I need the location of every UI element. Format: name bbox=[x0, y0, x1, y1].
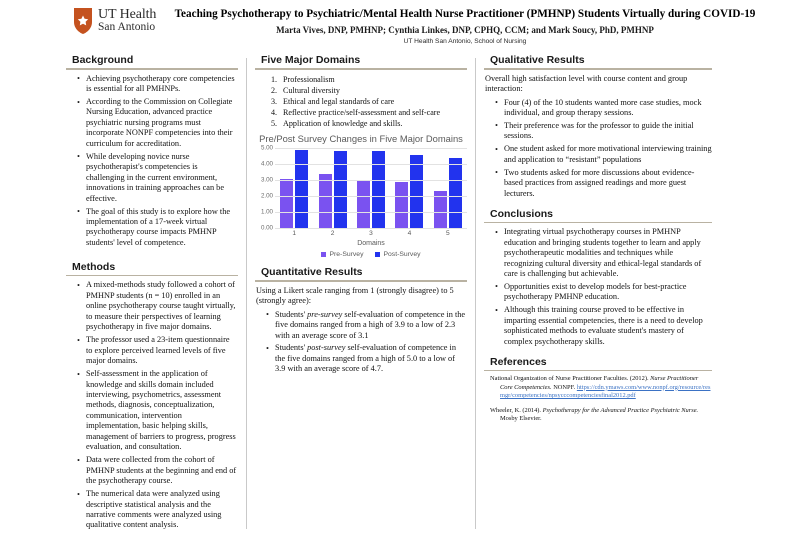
spacer bbox=[66, 251, 238, 261]
poster-affiliation: UT Health San Antonio, School of Nursing bbox=[403, 38, 527, 46]
list-item: Cultural diversity bbox=[283, 85, 340, 95]
chart-bar bbox=[372, 151, 385, 228]
text-b: self-evaluation of competence in the five domains ranged from a high of 5.0 to a low of 3.9 with an average score of 4.7. bbox=[275, 343, 456, 374]
chart-x-axis-title: Domains bbox=[357, 240, 385, 248]
background-heading: Background bbox=[72, 54, 134, 66]
background-list bbox=[66, 74, 238, 249]
quantitative-list bbox=[255, 310, 467, 375]
chart-bar-group bbox=[429, 148, 467, 228]
chart-x-tick-label: 1 bbox=[292, 230, 297, 238]
list-item: Professionalism bbox=[283, 74, 335, 84]
list-item: • Although this training course proved to be effective in imparting essential competencies, there is a need to develop sophisticated methods to evaluate student's mastery of complex psychotherapy skills. bbox=[497, 305, 712, 347]
chart-y-tick-label: 2.00 bbox=[260, 192, 273, 200]
chart-bar bbox=[295, 150, 308, 228]
chart-bar bbox=[449, 158, 462, 228]
poster-header bbox=[0, 0, 800, 52]
list-item: • The goal of this study is to explore how the implementation of a 17-week virtual psychotherapy course impacts PMHNP students' level of competence. bbox=[79, 207, 238, 249]
chart-bar bbox=[319, 174, 332, 228]
chart-legend bbox=[275, 251, 467, 258]
list-item: Reflective practice/self-assessment and self-care bbox=[283, 108, 441, 118]
chart-y-tick-label: 3.00 bbox=[260, 176, 273, 184]
chart-gridline bbox=[275, 228, 467, 229]
chart-bars-layer bbox=[275, 148, 467, 228]
chart-bar bbox=[410, 155, 423, 229]
list-item: • Their preference was for the professor to guide the initial sessions. bbox=[497, 121, 712, 142]
list-item bbox=[268, 343, 467, 374]
list-item: • According to the Commission on Collegiate Nursing Education, advanced practice psychiatric nursing programs must incorporate NONPF competencies into their curriculum for accreditation. bbox=[79, 97, 238, 149]
list-item: • Achieving psychotherapy core competencies is essential for all PMHNPs. bbox=[79, 74, 238, 95]
chart-bar bbox=[357, 180, 370, 228]
poster-columns bbox=[0, 52, 800, 533]
chart-x-tick-labels bbox=[275, 230, 467, 237]
chart-x-tick-label: 4 bbox=[407, 230, 412, 238]
reference-item bbox=[484, 407, 712, 424]
list-item bbox=[268, 310, 467, 341]
references-rule bbox=[484, 370, 712, 372]
title-block bbox=[160, 6, 790, 45]
domains-rule bbox=[255, 68, 467, 70]
chart-legend-swatch bbox=[375, 252, 380, 257]
background-rule bbox=[66, 68, 238, 70]
chart-bar-group bbox=[313, 148, 351, 228]
chart-bar-group bbox=[390, 148, 428, 228]
logo-line-2: San Antonio bbox=[98, 21, 156, 34]
chart-legend-item bbox=[375, 251, 420, 258]
chart-plot-area bbox=[275, 148, 467, 228]
column-middle bbox=[247, 54, 475, 533]
logo-wordmark bbox=[98, 8, 156, 34]
poster-title: Teaching Psychotherapy to Psychiatric/Mental Health Nurse Practitioner (PMHNP) Students Virtually during COVID-19 bbox=[174, 8, 756, 20]
list-item: • While developing novice nurse psychotherapist's competencies is challenging in the current environment, innovations in training approaches can be effective. bbox=[79, 152, 238, 204]
list-item: • Integrating virtual psychotherapy courses in PMHNP education and bringing students together to learn and apply psychotherapeutic modalities and techniques while recognizing cultural diversity and ethical-legal standards of care is challenging but achievable. bbox=[497, 227, 712, 279]
text-italic: post-survey bbox=[307, 343, 346, 353]
conclusions-heading: Conclusions bbox=[490, 207, 554, 220]
domains-list bbox=[255, 74, 467, 130]
chart-plot bbox=[255, 144, 467, 232]
chart-legend-label: Pre-Survey bbox=[329, 251, 364, 259]
reference-title: Nurse Practitioner Core Competencies. bbox=[500, 375, 699, 391]
chart-gridline bbox=[275, 212, 467, 213]
ut-health-logo bbox=[10, 6, 160, 36]
chart-bar-group bbox=[275, 148, 313, 228]
list-item: • A mixed-methods study followed a cohort of PMHNP students (n = 10) enrolled in an online psychotherapy course taught virtually, to measure their perspectives of learning psychotherapy in five major domains. bbox=[79, 280, 238, 332]
list-item: • Two students asked for more discussions about evidence-based practices from assigned readings and more guest lecturers. bbox=[497, 168, 712, 199]
list-item: • One student asked for more motivational interviewing training and application to “resistant” populations bbox=[497, 144, 712, 165]
poster-authors: Marta Vives, DNP, PMHNP; Cynthia Linkes, DNP, CPHQ, CCM; and Mark Soucy, PhD, PMHNP bbox=[276, 25, 654, 36]
column-right bbox=[476, 54, 726, 533]
reference-item bbox=[484, 375, 712, 400]
chart-gridline bbox=[275, 148, 467, 149]
text-b: self-evaluation of competence in the five domains ranged from a high of 3.9 to a low of 2.3 with an average score of 3.1 bbox=[275, 309, 466, 340]
methods-list bbox=[66, 280, 238, 530]
reference-title: Psychotherapy for the Advanced Practice Psychiatric Nurse. bbox=[542, 406, 699, 414]
prepost-survey-bar-chart bbox=[255, 133, 467, 258]
chart-bar-group bbox=[352, 148, 390, 228]
text-italic: pre-survey bbox=[307, 309, 343, 319]
chart-y-tick-label: 5.00 bbox=[260, 144, 273, 152]
references-heading: References bbox=[490, 355, 547, 368]
reference-text-a: Wheeler, K. (2014). bbox=[490, 406, 543, 414]
chart-legend-swatch bbox=[321, 252, 326, 257]
chart-y-tick-label: 4.00 bbox=[260, 160, 273, 168]
chart-title: Pre/Post Survey Changes in Five Major Domains bbox=[259, 133, 463, 145]
list-item: • Data were collected from the cohort of PMHNP students at the beginning and end of the psychotherapy course. bbox=[79, 455, 238, 486]
methods-rule bbox=[66, 275, 238, 277]
text-a: Students' bbox=[275, 309, 308, 319]
chart-bar bbox=[280, 179, 293, 229]
chart-bar bbox=[395, 182, 408, 228]
quantitative-intro: Using a Likert scale ranging from 1 (strongly disagree) to 5 (strongly agree): bbox=[256, 285, 454, 306]
quantitative-heading: Quantitative Results bbox=[261, 266, 363, 279]
qualitative-list bbox=[484, 98, 712, 200]
list-item: • The professor used a 23-item questionnaire to explore perceived learned levels of five major domains. bbox=[79, 335, 238, 366]
chart-gridline bbox=[275, 164, 467, 165]
list-item: • Four (4) of the 10 students wanted more case studies, mock individual, and group therapy sessions. bbox=[497, 98, 712, 119]
chart-x-tick-label: 3 bbox=[369, 230, 373, 238]
column-left bbox=[8, 54, 246, 533]
ut-health-shield-star-icon bbox=[72, 6, 94, 36]
conclusions-list bbox=[484, 227, 712, 347]
list-item: • The numerical data were analyzed using descriptive statistical analysis and the narrative comments were analyzed using qualitative content analysis. bbox=[79, 489, 238, 531]
domains-heading: Five Major Domains bbox=[261, 54, 361, 66]
chart-x-tick-label: 2 bbox=[330, 230, 335, 238]
list-item: Application of knowledge and skills. bbox=[283, 119, 403, 129]
reference-text-b: Mosby Elsevier. bbox=[500, 415, 542, 423]
list-item: Ethical and legal standards of care bbox=[283, 96, 395, 106]
chart-legend-label: Post-Survey bbox=[383, 251, 421, 259]
text-a: Students' bbox=[275, 343, 308, 353]
chart-y-tick-label: 1.00 bbox=[260, 208, 273, 216]
chart-legend-item bbox=[321, 251, 363, 258]
chart-x-tick-label: 5 bbox=[445, 230, 450, 238]
reference-url-link[interactable]: https://cdn.ymaws.com/www.nonpf.org/resource/resmgr/competencies/npsycccompetenciesfinal2012.pdf bbox=[500, 383, 711, 400]
list-item: • Self-assessment in the application of knowledge and skills domain included interviewing, psychometrics, assessment methods, diagnosis, conceptualization, communication, intervention implementation, basic helping skills, management of barriers to progress, progress evaluation, and consultation. bbox=[79, 369, 238, 453]
methods-heading: Methods bbox=[72, 260, 116, 273]
conclusions-rule bbox=[484, 222, 712, 224]
chart-y-axis bbox=[255, 144, 275, 232]
reference-text-a: National Organization of Nurse Practitioner Faculties. (2012). bbox=[490, 375, 651, 383]
chart-y-tick-label: 0.00 bbox=[260, 224, 273, 232]
chart-bar bbox=[334, 151, 347, 228]
list-item: • Opportunities exist to develop models for best-practice psychotherapy PMHNP education. bbox=[497, 282, 712, 303]
logo-line-1: UT Health bbox=[98, 7, 157, 22]
qualitative-heading: Qualitative Results bbox=[490, 54, 585, 66]
chart-gridline bbox=[275, 196, 467, 197]
qualitative-rule bbox=[484, 68, 712, 70]
reference-text-b: NONPF. bbox=[551, 383, 576, 391]
qualitative-intro: Overall high satisfaction level with course content and group interaction: bbox=[485, 73, 688, 94]
quantitative-rule bbox=[255, 280, 467, 282]
chart-gridline bbox=[275, 180, 467, 181]
